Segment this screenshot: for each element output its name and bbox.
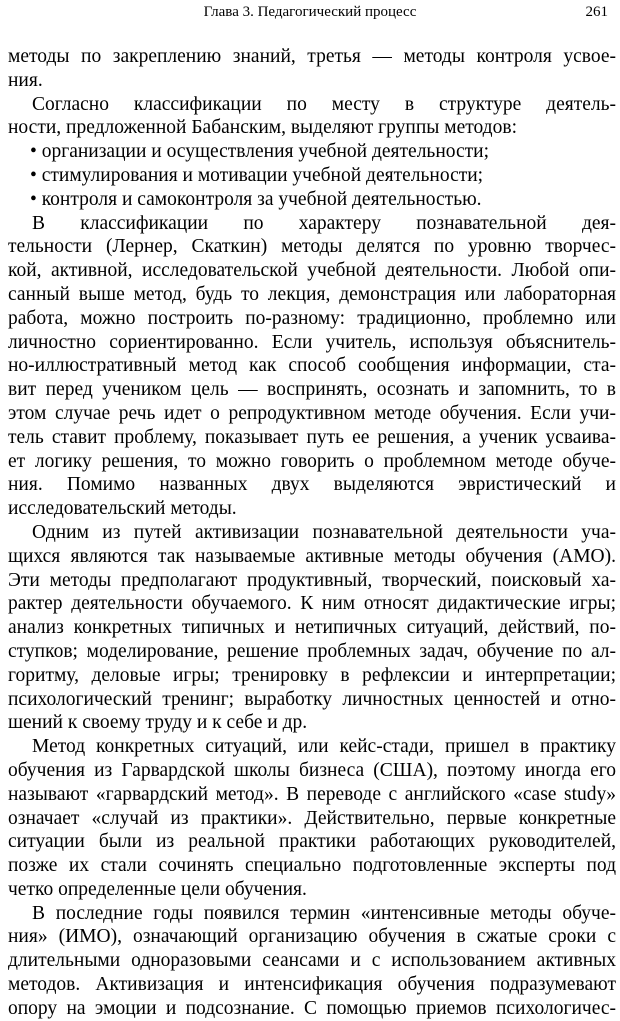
bullet-list-item: • контроля и самоконтроля за учебной деятельностью. [30, 188, 482, 210]
text-line: но-иллюстративный метод как способ сообщения информации, ста- [8, 355, 616, 377]
text-line: этом случае речь идет о репродуктивном методе обучения. Если учи- [8, 402, 616, 424]
text-line: называют «гарвардский метод». В переводе с английского «case study» [8, 783, 616, 805]
running-header [0, 2, 620, 22]
text-line: Одним из путей активизации познавательной деятельности уча- [32, 521, 616, 543]
text-line: позже их стали сочинять специально подготовленные эксперты под [8, 855, 616, 877]
text-line: В последние годы появился термин «интенсивные методы обуче- [32, 902, 616, 924]
text-line: ситуации были из реальной практики работающих руководителей, [8, 831, 616, 853]
text-line: рактер деятельности обучаемого. К ним относят дидактические игры; [8, 593, 616, 615]
text-line: В классификации по характеру познавательной дея- [32, 212, 616, 234]
text-line: Метод конкретных ситуаций, или кейс-стади, пришел в практику [32, 736, 616, 758]
text-line: ния. [8, 69, 43, 91]
text-line: методов. Активизация и интенсификация обучения подразумевают [8, 974, 616, 996]
text-line: тель ставит проблему, показывает путь ее решения, а ученик усваива- [8, 426, 616, 448]
text-line: обучения из Гарвардской школы бизнеса (США), поэтому иногда его [8, 759, 616, 781]
text-line: Согласно классификации по месту в структуре деятель- [32, 93, 616, 115]
text-line: горитму, деловые игры; тренировку в рефлексии и интерпретации; [8, 664, 616, 686]
text-line: кой, активной, исследовательской учебной деятельности. Любой опи- [8, 260, 616, 282]
text-line: щихся являются так называемые активные методы обучения (АМО). [8, 545, 616, 567]
text-line: опору на эмоции и подсознание. С помощью приемов психологичес- [8, 997, 616, 1019]
bullet-list-item: • стимулирования и мотивации учебной деятельности; [30, 164, 484, 186]
text-line: работа, можно построить по-разному: традиционно, проблемно или [8, 307, 616, 329]
text-line: методы по закреплению знаний, третья — методы контроля усвое- [8, 46, 616, 67]
text-line: анализ конкретных типичных и нетипичных ситуаций, действий, по- [8, 617, 616, 639]
text-line: шений к своему труду и к себе и др. [8, 712, 308, 734]
text-line: означает «случай из практики». Действительно, первые конкретные [8, 807, 616, 829]
text-line: вит перед учеником цель — воспринять, осознать и запомнить, то в [8, 379, 616, 401]
chapter-title: Глава 3. Педагогический процесс [203, 4, 417, 20]
body-text [8, 45, 616, 1021]
text-line: исследовательский методы. [8, 498, 237, 520]
text-line: ет логику решения, то можно говорить о проблемном методе обуче- [8, 450, 616, 472]
text-line: Эти методы предполагают продуктивный, творческий, поисковый ха- [8, 569, 616, 591]
text-line: санный выше метод, будь то лекция, демонстрация или лабораторная [8, 283, 616, 305]
text-line: ступков; моделирование, решение проблемных задач, обучение по ал- [8, 640, 616, 662]
text-line: ности, предложенной Бабанским, выделяют группы методов: [8, 117, 517, 139]
text-line: личностно сориентированно. Если учитель, используя объяснитель- [8, 331, 616, 353]
text-line: психологический тренинг; выработку личностных ценностей и отно- [8, 688, 616, 710]
text-line: ния. Помимо названных двух выделяются эвристический и [8, 474, 616, 496]
text-line: четко определенные цели обучения. [8, 878, 307, 900]
bullet-list-item: • организации и осуществления учебной деятельности; [30, 141, 490, 163]
text-line: ния» (ИМО), означающий организацию обучения в сжатые сроки с [8, 926, 616, 948]
text-line: тельности (Лернер, Скаткин) методы делятся по уровню творчес- [8, 236, 616, 258]
text-line: длительными одноразовыми сеансами и с использованием активных [8, 950, 616, 972]
page-number: 261 [585, 4, 608, 20]
